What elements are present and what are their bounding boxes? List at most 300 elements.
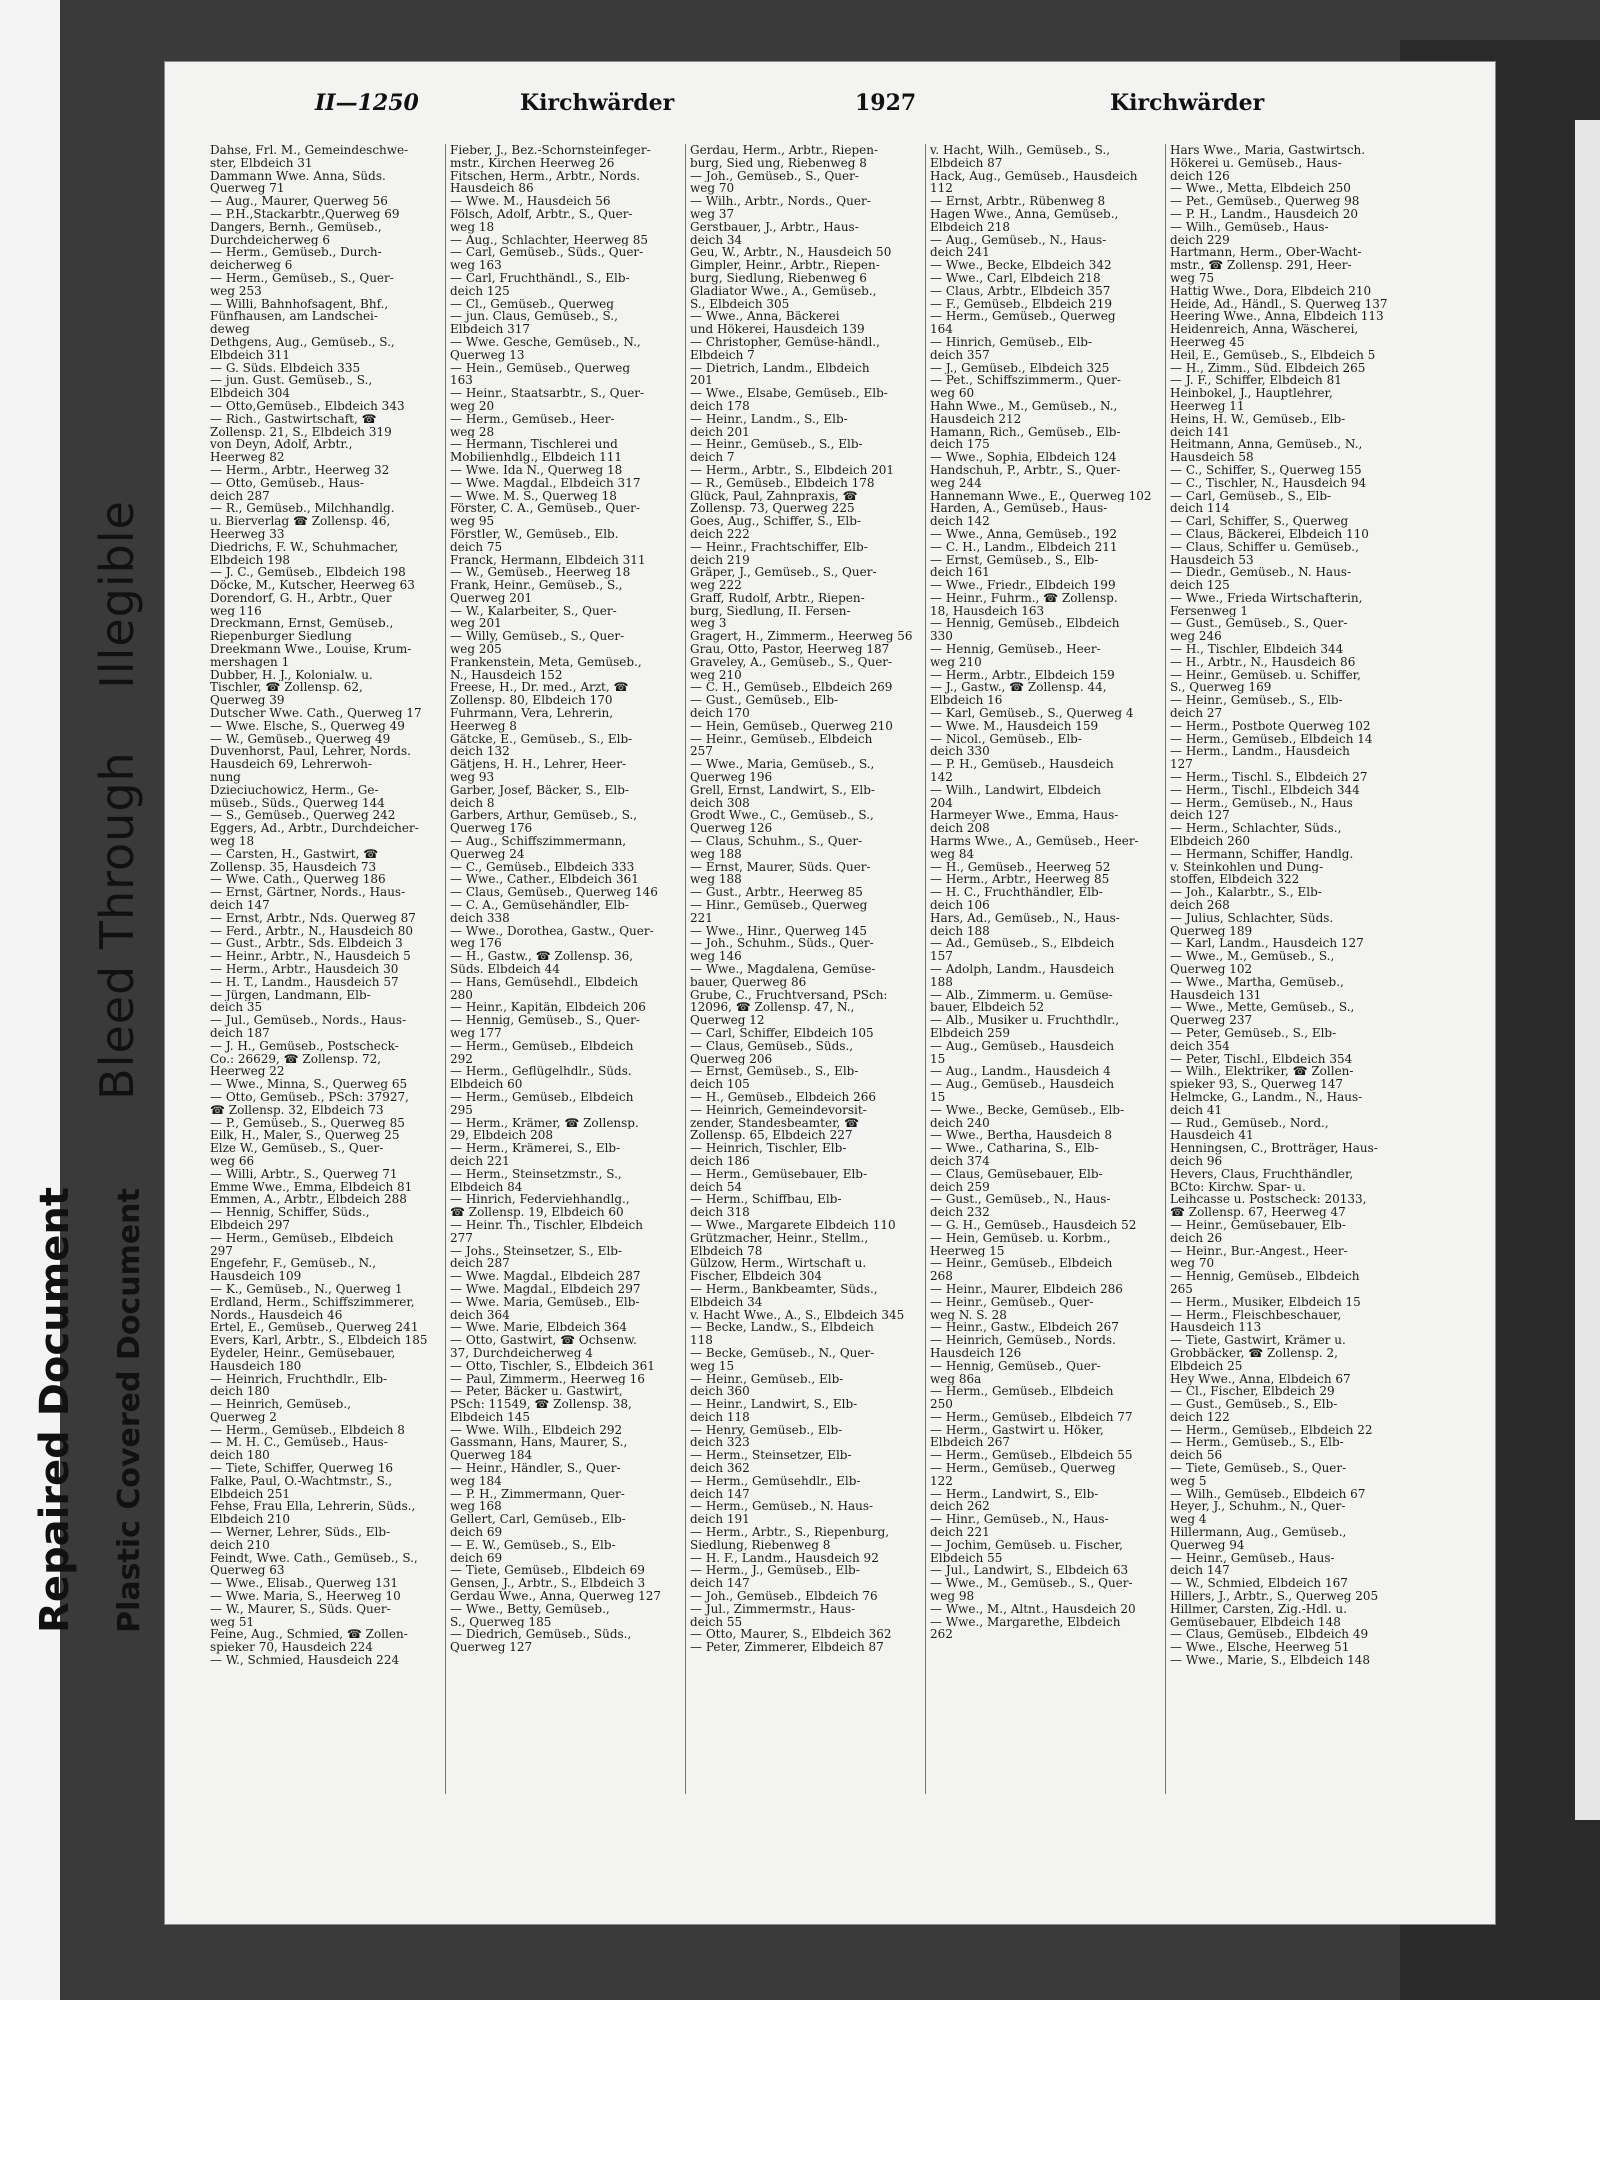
directory-entry-line: — Heinr., Gemüseb., Elb- xyxy=(690,1372,844,1386)
directory-entry-line: S., Elbdeich 305 xyxy=(690,297,790,311)
directory-entry-line: — Herm., Geflügelhdlr., Süds. xyxy=(450,1065,632,1079)
bleed-through-label xyxy=(62,420,172,1180)
directory-entry-line: deich 186 xyxy=(690,1154,750,1168)
directory-column-2 xyxy=(450,144,682,1654)
directory-entry-line: weg 4 xyxy=(1170,1513,1207,1527)
directory-entry-line: Tischler, ☎ Zollensp. 62, xyxy=(210,681,363,695)
directory-entry-line: Fuhrmann, Vera, Lehrerin, xyxy=(450,707,614,720)
directory-entry-line: deich 241 xyxy=(930,246,990,260)
directory-entry-line: — Wilh., Arbtr., Nords., Quer- xyxy=(690,195,871,208)
directory-entry-line: Hillmer, Carsten, Zig.-Hdl. u. xyxy=(1170,1602,1347,1616)
directory-entry-line: — Wwe., M., Gemüseb., S., Quer- xyxy=(930,1577,1133,1591)
directory-entry-line: — Wwe., Anna, Bäckerei xyxy=(690,310,840,324)
directory-entry-line: deich 262 xyxy=(930,1500,990,1514)
directory-entry-line: — Herm., Steinsetzer, Elb- xyxy=(690,1449,852,1463)
directory-entry-line: Querweg 2 xyxy=(210,1410,277,1424)
directory-entry-line: Co.: 26629, ☎ Zollensp. 72, xyxy=(210,1052,382,1066)
directory-entry-line: deich 330 xyxy=(930,745,990,759)
directory-entry-line: — Pet., Gemüseb., Querweg 98 xyxy=(1170,195,1360,208)
directory-entry-line: 157 xyxy=(930,950,953,963)
directory-entry-line: deich 180 xyxy=(210,1449,270,1463)
directory-entry-line: — Hennig, Gemüseb., Quer- xyxy=(930,1359,1101,1373)
directory-entry-line: — Heinrich, Fruchthdlr., Elb- xyxy=(210,1372,388,1386)
directory-entry-line: Querweg 189 xyxy=(1170,924,1253,938)
directory-entry-line: stoffen, Elbdeich 322 xyxy=(1170,873,1300,887)
directory-entry-line: deich 126 xyxy=(1170,169,1230,183)
directory-entry-line: Gätjens, H. H., Lehrer, Heer- xyxy=(450,758,627,772)
directory-entry-line: Helmcke, G., Landm., N., Haus- xyxy=(1170,1090,1363,1104)
directory-entry-line: — Aug., Maurer, Querweg 56 xyxy=(210,195,388,208)
directory-entry-line: Elbdeich 297 xyxy=(210,1218,291,1232)
directory-entry-line: — R., Gemüseb., Milchhandlg. xyxy=(210,502,395,516)
directory-entry-line: deich 125 xyxy=(1170,579,1230,592)
directory-entry-line: — Gust., Arbtr., Heerweg 85 xyxy=(690,886,863,900)
directory-entry-line: — Carl, Schiffer, Elbdeich 105 xyxy=(690,1026,874,1040)
directory-entry-line: — J., Gastw., ☎ Zollensp. 44, xyxy=(930,681,1107,695)
directory-entry-line: — Herm., Gemüseb., Querweg xyxy=(930,310,1116,324)
directory-entry-line: — Joh., Gemüseb., S., Quer- xyxy=(690,169,859,183)
directory-entry-line: 295 xyxy=(450,1103,473,1117)
directory-entry-line: 18, Hausdeich 163 xyxy=(930,604,1045,618)
directory-entry-line: — Wwe., Dorothea, Gastw., Quer- xyxy=(450,924,654,938)
directory-entry-line: deich 125 xyxy=(450,284,510,298)
directory-entry-line: weg 184 xyxy=(450,1474,502,1488)
directory-entry-line: — Willy, Gemüseb., S., Quer- xyxy=(450,630,625,644)
directory-entry-line: — Gust., Gemüseb., Elb- xyxy=(690,694,839,708)
directory-entry-line: — Heinrich, Tischler, Elb- xyxy=(690,1142,847,1155)
directory-column-3 xyxy=(690,144,922,1654)
directory-entry-line: — Carl, Fruchthändl., S., Elb- xyxy=(450,271,630,285)
directory-entry-line: deich 221 xyxy=(450,1154,510,1168)
directory-entry-line: Heyer, J., Schuhm., N., Quer- xyxy=(1170,1500,1346,1514)
directory-entry-line: Querweg 127 xyxy=(450,1641,533,1655)
directory-entry-line: 112 xyxy=(930,182,953,196)
directory-entry-line: — Otto, Gemüseb., PSch: 37927, xyxy=(210,1090,409,1104)
directory-entry-line: — Ad., Gemüseb., S., Elbdeich xyxy=(930,937,1115,951)
directory-entry-line: — Diedr., Gemüseb., N. Haus- xyxy=(1170,566,1352,580)
directory-entry-line: weg 146 xyxy=(690,950,742,963)
directory-entry-line: — Heinr., Gemüseb., S., Elb- xyxy=(690,438,863,452)
repaired-document-label xyxy=(20,1187,90,1633)
directory-entry-line: — Herm., Gemüseb., S., Elb- xyxy=(1170,1436,1344,1450)
directory-entry-line: Mobilienhdlg., Elbdeich 111 xyxy=(450,451,622,464)
directory-entry-line: — Heinr., Gemüseb., S., Elb- xyxy=(1170,694,1343,708)
directory-entry-line: Elbdeich 259 xyxy=(930,1026,1011,1040)
directory-entry-line: Graff, Rudolf, Arbtr., Riepen- xyxy=(690,591,865,605)
directory-entry-line: Querweg 126 xyxy=(690,822,773,836)
directory-entry-line: — Peter, Gemüseb., S., Elb- xyxy=(1170,1026,1337,1040)
directory-entry-line: — W., Gemüseb., Querweg 49 xyxy=(210,732,391,746)
directory-entry-line: 221 xyxy=(690,911,713,925)
directory-entry-line: — Herm., Gemüseb., Heer- xyxy=(450,412,615,426)
directory-entry-line: weg 95 xyxy=(450,515,495,528)
directory-entry-line: Fischer, Elbdeich 304 xyxy=(690,1270,822,1283)
directory-entry-line: 163 xyxy=(450,374,473,388)
directory-entry-line: — Willi, Arbtr., S., Querweg 71 xyxy=(210,1167,398,1181)
directory-entry-line: deich 208 xyxy=(930,822,990,836)
directory-entry-line: Heerweg 45 xyxy=(1170,335,1245,349)
directory-entry-line: deich 232 xyxy=(930,1206,990,1219)
directory-entry-line: Hars, Ad., Gemüseb., N., Haus- xyxy=(930,911,1120,925)
directory-entry-line: — Wwe., Betty, Gemüseb., xyxy=(450,1602,610,1616)
directory-entry-line: deich 69 xyxy=(450,1551,503,1565)
directory-entry-line: 330 xyxy=(930,630,953,644)
directory-entry-line: Gräper, J., Gemüseb., S., Quer- xyxy=(690,566,877,580)
directory-entry-line: — Wwe. M. S., Querweg 18 xyxy=(450,489,617,503)
directory-page xyxy=(165,62,1495,1924)
directory-entry-line: — Wwe., Maria, Gemüseb., S., xyxy=(690,758,875,772)
directory-entry-line: — Claus, Schiffer u. Gemüseb., xyxy=(1170,540,1359,554)
directory-entry-line: — Hein., Gemüseb., Querweg xyxy=(450,361,631,375)
directory-entry-line: 118 xyxy=(690,1334,713,1347)
directory-entry-line: Gimpler, Heinr., Arbtr., Riepen- xyxy=(690,259,880,272)
directory-entry-line: — Ernst, Gärtner, Nords., Haus- xyxy=(210,886,406,900)
directory-entry-line: — Peter, Zimmerer, Elbdeich 87 xyxy=(690,1641,884,1655)
directory-entry-line: deich 362 xyxy=(690,1462,750,1475)
directory-entry-line: — M. H. C., Gemüseb., Haus- xyxy=(210,1436,388,1450)
directory-entry-line: Falke, Paul, O.-Wachtmstr., S., xyxy=(210,1474,393,1488)
directory-entry-line: bauer, Querweg 86 xyxy=(690,975,807,989)
directory-entry-line: deich 191 xyxy=(690,1513,750,1527)
directory-entry-line: Zollensp. 35, Hausdeich 73 xyxy=(210,860,377,874)
directory-entry-line: — Heinrich, Gemüseb., Nords. xyxy=(930,1334,1116,1347)
directory-entry-line: — Heinr., Gemüseb., Haus- xyxy=(1170,1551,1335,1565)
directory-entry-line: Fölsch, Adolf, Arbtr., S., Quer- xyxy=(450,207,633,221)
directory-entry-line: weg 205 xyxy=(450,643,502,656)
directory-entry-line: ☎ Zollensp. 32, Elbdeich 73 xyxy=(210,1103,384,1117)
directory-entry-line: — Becke, Landw., S., Elbdeich xyxy=(690,1321,874,1335)
directory-entry-line: — Herm., Gemüsehdlr., Elb- xyxy=(690,1474,861,1488)
directory-entry-line: weg 177 xyxy=(450,1026,502,1040)
directory-entry-line: deich 374 xyxy=(930,1154,990,1168)
directory-entry-line: — Heinr., Landm., S., Elb- xyxy=(690,412,848,426)
directory-entry-line: — Otto, Gastwirt, ☎ Ochsenw. xyxy=(450,1334,637,1347)
directory-entry-line: Elbdeich 84 xyxy=(450,1180,523,1194)
directory-entry-line: — Ernst, Gemüseb., S., Elb- xyxy=(930,553,1099,567)
directory-entry-line: Leihcasse u. Postscheck: 20133, xyxy=(1170,1193,1367,1207)
directory-entry-line: Heitmann, Anna, Gemüseb., N., xyxy=(1170,438,1363,452)
directory-entry-line: Harmeyer Wwe., Emma, Haus- xyxy=(930,809,1119,823)
directory-entry-line: Feindt, Wwe. Cath., Gemüseb., S., xyxy=(210,1551,418,1565)
directory-entry-line: deich 56 xyxy=(1170,1449,1223,1463)
directory-entry-line: mstr., ☎ Zollensp. 291, Heer- xyxy=(1170,259,1352,272)
directory-entry-line: — Wwe., Hinr., Querweg 145 xyxy=(690,924,868,938)
directory-entry-line: — Cl., Gemüseb., Querweg xyxy=(450,297,614,311)
directory-entry-line: — Claus, Gemüseb., Elbdeich 49 xyxy=(1170,1628,1369,1642)
directory-entry-line: — Hinrich, Federviehhandlg., xyxy=(450,1193,630,1207)
directory-entry-line: Hausdeich 58 xyxy=(1170,451,1254,464)
directory-entry-line: Querweg 206 xyxy=(690,1052,773,1066)
directory-entry-line: — Heinr., Gastw., Elbdeich 267 xyxy=(930,1321,1119,1335)
directory-entry-line: deich 175 xyxy=(930,438,990,452)
column-divider xyxy=(445,144,446,1794)
directory-entry-line: weg 253 xyxy=(210,284,262,298)
directory-entry-line: bauer, Elbdeich 52 xyxy=(930,1001,1045,1015)
directory-entry-line: u. Bierverlag ☎ Zollensp. 46, xyxy=(210,515,391,528)
directory-entry-line: Nords., Hausdeich 46 xyxy=(210,1308,343,1322)
directory-entry-line: — Herm., Gemüseb., Elbdeich xyxy=(930,1385,1114,1399)
directory-entry-line: Elbdeich 78 xyxy=(690,1244,763,1258)
directory-entry-line: — Peter, Tischl., Elbdeich 354 xyxy=(1170,1052,1353,1066)
directory-entry-line: Querweg 63 xyxy=(210,1564,285,1578)
plastic-covered-label xyxy=(105,1187,153,1633)
directory-entry-line: — Wwe., Carl, Elbdeich 218 xyxy=(930,271,1101,285)
directory-entry-line: und Hökerei, Hausdeich 139 xyxy=(690,323,865,336)
directory-column-1 xyxy=(210,144,442,1667)
directory-entry-line: — Claus, Arbtr., Elbdeich 357 xyxy=(930,284,1111,298)
directory-entry-line: — Herm., Arbtr., Elbdeich 159 xyxy=(930,668,1115,682)
directory-entry-line: deich 338 xyxy=(450,911,510,925)
directory-entry-line: — Herm., Krämer, ☎ Zollensp. xyxy=(450,1116,639,1130)
directory-entry-line: — Willi, Bahnhofsagent, Bhf., xyxy=(210,297,389,311)
directory-entry-line: deich 26 xyxy=(1170,1231,1223,1245)
directory-entry-line: deich 147 xyxy=(690,1487,750,1501)
directory-entry-line: 201 xyxy=(690,374,713,388)
directory-entry-line: Hey Wwe., Anna, Elbdeich 67 xyxy=(1170,1372,1351,1386)
directory-entry-line: weg 210 xyxy=(690,668,742,682)
directory-entry-line: weg 201 xyxy=(450,617,502,631)
directory-entry-line: — Wwe., Minna, S., Querweg 65 xyxy=(210,1078,408,1091)
directory-entry-line: deich 360 xyxy=(690,1385,750,1399)
directory-entry-line: 142 xyxy=(930,771,953,784)
directory-entry-line: — Wwe., Mette, Gemüseb., S., xyxy=(1170,1001,1355,1015)
directory-entry-line: — Claus, Schuhm., S., Quer- xyxy=(690,835,863,848)
directory-entry-line: Hausdeich 86 xyxy=(450,182,534,196)
directory-entry-line: deich 106 xyxy=(930,899,990,912)
directory-entry-line: 280 xyxy=(450,988,473,1002)
directory-entry-line: deich 188 xyxy=(930,924,990,938)
directory-entry-line: Elbdeich 7 xyxy=(690,348,755,362)
header-place-left: Kirchwärder xyxy=(520,90,675,116)
directory-entry-line: deich 180 xyxy=(210,1385,270,1399)
directory-entry-line: zender, Standesbeamter, ☎ xyxy=(690,1116,860,1130)
directory-entry-line: — Claus, Gemüseb., Süds., xyxy=(690,1039,854,1053)
directory-entry-line: Heerweg 15 xyxy=(930,1244,1005,1258)
directory-entry-line: — Ferd., Arbtr., N., Hausdeich 80 xyxy=(210,924,414,938)
directory-entry-line: — Otto, Gemüseb., Haus- xyxy=(210,476,364,490)
directory-entry-line: Förstler, W., Gemüseb., Elb. xyxy=(450,527,619,541)
directory-entry-line: Dahse, Frl. M., Gemeindeschwe- xyxy=(210,144,409,157)
directory-entry-line: — Joh., Kalarbtr., S., Elb- xyxy=(1170,886,1322,900)
directory-entry-line: Geu, W., Arbtr., N., Hausdeich 50 xyxy=(690,246,892,260)
directory-entry-line: Siedlung, Riebenweg 8 xyxy=(690,1538,831,1552)
directory-entry-line: — Heinr. Th., Tischler, Elbdeich xyxy=(450,1218,643,1232)
directory-entry-line: Querweg 184 xyxy=(450,1449,533,1463)
directory-entry-line: — Aug., Landm., Hausdeich 4 xyxy=(930,1065,1111,1079)
directory-entry-line: — Hennig, Gemüseb., Elbdeich xyxy=(930,617,1120,631)
directory-entry-line: 15 xyxy=(930,1052,946,1066)
directory-entry-line: burg, Siedlung, Riebenweg 6 xyxy=(690,271,867,285)
directory-entry-line: deich 222 xyxy=(690,527,750,541)
directory-entry-line: — Paul, Zimmerm., Heerweg 16 xyxy=(450,1372,645,1386)
directory-entry-line: weg 98 xyxy=(930,1590,975,1603)
directory-entry-line: — Heinrich, Gemüseb., xyxy=(210,1398,351,1411)
directory-entry-line: deich 201 xyxy=(690,425,750,439)
directory-entry-line: — Tiete, Gemüseb., Elbdeich 69 xyxy=(450,1564,645,1578)
directory-entry-line: — Herm., Landwirt, S., Elb- xyxy=(930,1487,1099,1501)
directory-entry-line: Dorendorf, G. H., Arbtr., Quer xyxy=(210,591,392,605)
directory-entry-line: — J. F., Schiffer, Elbdeich 81 xyxy=(1170,374,1342,388)
directory-entry-line: — Heinr., Gemüseb., Quer- xyxy=(930,1295,1094,1309)
directory-entry-line: deich 75 xyxy=(450,540,503,554)
directory-entry-line: Hausdeich 53 xyxy=(1170,553,1254,567)
directory-entry-line: — Alb., Musiker u. Fruchthdlr., xyxy=(930,1014,1120,1027)
directory-entry-line: deich 323 xyxy=(690,1436,750,1450)
directory-entry-line: deich 35 xyxy=(210,1001,263,1015)
directory-entry-line: deich 141 xyxy=(1170,425,1230,439)
directory-entry-line: weg 86a xyxy=(930,1372,982,1386)
directory-entry-line: — Wwe. Cath., Querweg 186 xyxy=(210,873,386,887)
directory-entry-line: — Carsten, H., Gastwirt, ☎ xyxy=(210,847,379,861)
directory-entry-line: deich 308 xyxy=(690,796,750,810)
directory-entry-line: Zollensp. 21, S., Elbdeich 319 xyxy=(210,425,392,439)
directory-entry-line: Gätcke, E., Gemüseb., S., Elb- xyxy=(450,732,633,746)
directory-entry-line: Elbdeich 267 xyxy=(930,1436,1011,1450)
directory-entry-line: 292 xyxy=(450,1052,473,1066)
directory-entry-line: Heerweg 8 xyxy=(450,719,517,733)
column-divider xyxy=(1165,144,1166,1794)
directory-entry-line: Grobbäcker, ☎ Zollensp. 2, xyxy=(1170,1346,1338,1360)
directory-entry-line: Glück, Paul, Zahnpraxis, ☎ xyxy=(690,489,858,503)
directory-entry-line: Gensen, J., Arbtr., S., Elbdeich 3 xyxy=(450,1577,646,1591)
directory-entry-line: Riepenburger Siedlung xyxy=(210,630,352,644)
directory-entry-line: Dammann Wwe. Anna, Süds. xyxy=(210,169,386,183)
directory-entry-line: — C. H., Landm., Elbdeich 211 xyxy=(930,540,1118,554)
directory-entry-line: Gellert, Carl, Gemüseb., Elb- xyxy=(450,1513,626,1527)
directory-entry-line: — Wwe., M., Gemüseb., S., xyxy=(1170,950,1335,963)
directory-entry-line: deich 221 xyxy=(930,1526,990,1539)
directory-entry-line: deich 54 xyxy=(690,1180,743,1194)
directory-entry-line: — J., Gemüseb., Elbdeich 325 xyxy=(930,361,1110,375)
directory-entry-line: — Herm., Arbtr., S., Elbdeich 201 xyxy=(690,463,895,477)
directory-entry-line: — Herm., Schiffbau, Elb- xyxy=(690,1193,842,1207)
directory-entry-line: Grau, Otto, Pastor, Heerweg 187 xyxy=(690,643,890,656)
directory-entry-line: — Wwe., Elsabe, Gemüseb., Elb- xyxy=(690,387,888,400)
directory-entry-line: — H., Gemüseb., Heerweg 52 xyxy=(930,860,1111,874)
directory-entry-line: Gragert, H., Zimmerm., Heerweg 56 xyxy=(690,630,913,644)
directory-entry-line: — H. F., Landm., Hausdeich 92 xyxy=(690,1551,879,1565)
directory-entry-line: weg 246 xyxy=(1170,630,1222,644)
directory-entry-line: — Herm., Tischl., Elbdeich 344 xyxy=(1170,783,1360,797)
directory-entry-line: — Wwe. Magdal., Elbdeich 287 xyxy=(450,1270,641,1283)
column-divider xyxy=(925,144,926,1794)
directory-entry-line: — Jochim, Gemüseb. u. Fischer, xyxy=(930,1538,1123,1552)
directory-entry-line: — Herm., Gemüseb., Elbdeich 55 xyxy=(930,1449,1133,1463)
directory-entry-line: — Heinr., Landwirt, S., Elb- xyxy=(690,1398,858,1411)
directory-entry-line: Zollensp. 80, Elbdeich 170 xyxy=(450,694,613,708)
directory-entry-line: weg 188 xyxy=(690,873,742,887)
directory-entry-line: — Wilh., Gemüseb., Haus- xyxy=(1170,220,1329,234)
directory-entry-line: weg 168 xyxy=(450,1500,502,1514)
directory-entry-line: weg N. S. 28 xyxy=(930,1308,1007,1322)
directory-entry-line: burg, Siedlung, II. Fersen- xyxy=(690,604,851,618)
directory-entry-line: — Aug., Gemüseb., Hausdeich xyxy=(930,1039,1115,1053)
directory-entry-line: deich 364 xyxy=(450,1308,510,1322)
directory-entry-line: Gerstbauer, J., Arbtr., Haus- xyxy=(690,220,859,234)
directory-entry-line: Emmen, A., Arbtr., Elbdeich 288 xyxy=(210,1193,407,1207)
directory-entry-line: — Ernst, Gemüseb., S., Elb- xyxy=(690,1065,859,1079)
directory-entry-line: — Werner, Lehrer, Süds., Elb- xyxy=(210,1526,391,1539)
directory-entry-line: Fieber, J., Bez.-Schornsteinfeger- xyxy=(450,144,651,157)
directory-entry-line: S., Querweg 169 xyxy=(1170,681,1272,695)
directory-entry-line: — Herm., Arbtr., Heerweg 85 xyxy=(930,873,1110,887)
directory-entry-line: N., Hausdeich 152 xyxy=(450,668,563,682)
directory-entry-line: — Heinr., Fuhrm., ☎ Zollensp. xyxy=(930,591,1118,605)
directory-entry-line: weg 70 xyxy=(1170,1257,1215,1271)
directory-entry-line: — Tiete, Gemüseb., S., Quer- xyxy=(1170,1462,1347,1475)
directory-entry-line: — Herm., Gemüseb., Elbdeich xyxy=(210,1231,394,1245)
directory-entry-line: ster, Elbdeich 31 xyxy=(210,156,313,170)
directory-entry-line: — Herm., Gemüseb., Durch- xyxy=(210,246,382,260)
directory-entry-line: Querweg 196 xyxy=(690,771,773,784)
directory-entry-line: deich 170 xyxy=(690,707,750,720)
directory-entry-line: Hattig Wwe., Dora, Elbdeich 210 xyxy=(1170,284,1372,298)
directory-entry-line: Hökerei u. Gemüseb., Haus- xyxy=(1170,156,1342,170)
directory-entry-line: — Herm., Schlachter, Süds., xyxy=(1170,822,1342,836)
directory-entry-line: weg 20 xyxy=(450,399,495,413)
directory-entry-line: — Gust., Gemüseb., S., Quer- xyxy=(1170,617,1348,631)
directory-entry-line: v. Hacht, Wilh., Gemüseb., S., xyxy=(930,144,1111,157)
directory-entry-line: — Herm., Gemüseb., S., Quer- xyxy=(210,271,394,285)
directory-entry-line: — Claus, Gemüseb., Querweg 146 xyxy=(450,886,658,900)
directory-entry-line: Gemüsebauer, Elbdeich 148 xyxy=(1170,1615,1341,1629)
directory-entry-line: — H., Gemüseb., Elbdeich 266 xyxy=(690,1090,876,1104)
directory-entry-line: Querweg 237 xyxy=(1170,1014,1253,1027)
directory-entry-line: — Herm., Postbote Querweg 102 xyxy=(1170,719,1371,733)
directory-entry-line: burg, Sied ung, Riebenweg 8 xyxy=(690,156,867,170)
directory-entry-line: — Karl, Landm., Hausdeich 127 xyxy=(1170,937,1364,951)
directory-entry-line: deich 27 xyxy=(1170,707,1223,720)
directory-entry-line: Dzieciuchowicz, Herm., Ge- xyxy=(210,783,379,797)
directory-entry-line: Hausdeich 180 xyxy=(210,1359,302,1373)
directory-entry-line: — Herm., Musiker, Elbdeich 15 xyxy=(1170,1295,1361,1309)
directory-entry-line: — Rud., Gemüseb., Nord., xyxy=(1170,1116,1329,1130)
directory-entry-line: — Herm., Krämerei, S., Elb- xyxy=(450,1142,621,1155)
directory-entry-line: Elbdeich 304 xyxy=(210,387,291,400)
directory-entry-line: — Tiete, Gastwirt, Krämer u. xyxy=(1170,1334,1346,1347)
directory-entry-line: — C. A., Gemüsehändler, Elb- xyxy=(450,899,629,912)
directory-entry-line: Süds. Elbdeich 44 xyxy=(450,963,560,976)
directory-entry-line: deich 147 xyxy=(1170,1564,1230,1578)
directory-entry-line: Elbdeich 317 xyxy=(450,323,531,336)
directory-entry-line: — W., Gemüseb., Heerweg 18 xyxy=(450,566,631,580)
directory-entry-line: weg 222 xyxy=(690,579,742,592)
directory-entry-line: — Aug., Gemüseb., Hausdeich xyxy=(930,1078,1115,1091)
directory-entry-line: Elbdeich 87 xyxy=(930,156,1003,170)
directory-entry-line: — Ernst, Maurer, Süds. Quer- xyxy=(690,860,871,874)
directory-entry-line: Hausdeich 113 xyxy=(1170,1321,1262,1335)
directory-entry-line: weg 244 xyxy=(930,476,982,490)
directory-entry-line: weg 84 xyxy=(930,847,975,861)
directory-entry-line: Elbdeich 25 xyxy=(1170,1359,1243,1373)
directory-entry-line: — Wwe., Becke, Elbdeich 342 xyxy=(930,259,1112,272)
directory-entry-line: Eydeler, Heinr., Gemüsebauer, xyxy=(210,1346,396,1360)
directory-entry-line: Harms Wwe., A., Gemüseb., Heer- xyxy=(930,835,1139,848)
directory-entry-line: Erdland, Herm., Schiffszimmerer, xyxy=(210,1295,415,1309)
directory-entry-line: — Aug., Gemüseb., N., Haus- xyxy=(930,233,1107,247)
directory-entry-line: deich 219 xyxy=(690,553,750,567)
directory-entry-line: Henningsen, C., Brotträger, Haus- xyxy=(1170,1142,1378,1155)
directory-column-4 xyxy=(930,144,1162,1641)
directory-entry-line: — H. C., Fruchthändler, Elb- xyxy=(930,886,1103,900)
directory-entry-line: Eilk, H., Maler, S., Querweg 25 xyxy=(210,1129,400,1143)
directory-entry-line: — Hennig, Schiffer, Süds., xyxy=(210,1206,370,1219)
illegible-text: Illegible xyxy=(90,500,145,689)
directory-entry-line: — Hans, Gemüsehdl., Elbdeich xyxy=(450,975,639,989)
directory-entry-line: — Hinr., Gemüseb., N., Haus- xyxy=(930,1513,1109,1527)
directory-entry-line: — Aug., Schiffszimmermann, xyxy=(450,835,627,848)
directory-entry-line: deich 287 xyxy=(210,489,270,503)
